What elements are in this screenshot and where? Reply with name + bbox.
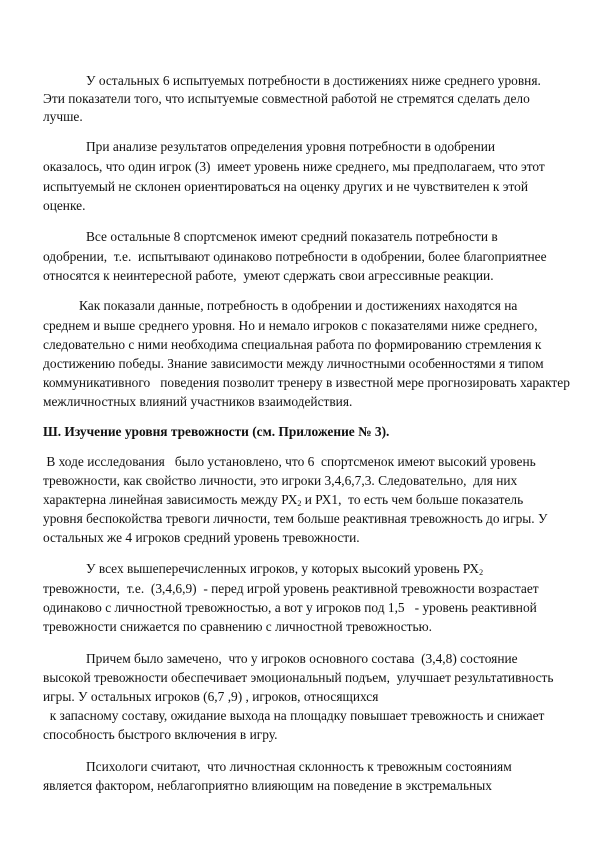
paragraph-5-line-3-start: характерна линейная зависимость между РХ (43, 492, 298, 507)
paragraph-4-line-6: межличностных влияний участников взаимодействия. (43, 394, 353, 409)
paragraph-7-line-1: Причем было замечено, что у игроков основного состава (3,4,8) состояние (86, 651, 518, 666)
paragraph-7-line-2: высокой тревожности обеспечивает эмоциональный подъем, улучшает результативность (43, 670, 554, 685)
paragraph-1-line-2: Эти показатели того, что испытуемые совместной работой не стремятся сделать дело (43, 91, 530, 106)
paragraph-6-line-1-text: У всех вышеперечисленных игроков, у которых высокий уровень РХ (86, 561, 480, 576)
paragraph-7-line-3: игры. У остальных игроков (6,7 ,9) , игроков, относящихся (43, 689, 379, 704)
paragraph-2-line-2: оказалось, что один игрок (3) имеет уровень ниже среднего, мы предполагаем, что этот (43, 159, 545, 174)
paragraph-2-line-1: При анализе результатов определения уровня потребности в одобрении (86, 139, 496, 154)
paragraph-2-line-3: испытуемый не склонен ориентироваться на оценку других и не чувствителен к этой (43, 179, 529, 194)
paragraph-3-line-2: одобрении, т.е. испытывают одинаково потребности в одобрении, более благоприятнее (43, 249, 547, 264)
paragraph-1-line-3: лучше. (43, 109, 83, 124)
paragraph-4-line-2: среднем и выше среднего уровня. Но и немало игроков с показателями ниже среднего, (43, 318, 538, 333)
paragraph-6-line-1-subscript: 2 (479, 568, 484, 577)
paragraph-8-line-2: является фактором, неблагоприятно влияющим на поведение в экстремальных (43, 778, 492, 793)
paragraph-5-line-3-subscript: 2 (297, 499, 302, 508)
paragraph-5-line-3 (43, 491, 523, 509)
paragraph-7-line-4: к запасному составу, ожидание выхода на площадку повышает тревожность и снижает (43, 708, 545, 723)
paragraph-5-line-3-rest: и РХ1, то есть чем больше показатель (301, 492, 524, 507)
paragraph-5-line-2: тревожности, как свойство личности, это игроки 3,4,6,7,3. Следовательно, для них (43, 473, 518, 488)
paragraph-5-line-4: уровня беспокойства тревоги личности, тем больше реактивная тревожность до игры. У (43, 511, 548, 526)
paragraph-6-line-2: тревожности, т.е. (3,4,6,9) - перед игрой уровень реактивной тревожности возрастает (43, 581, 539, 596)
paragraph-5-line-1: В ходе исследования было установлено, что 6 спортсменок имеют высокий уровень (43, 454, 536, 469)
section-heading: Ш. Изучение уровня тревожности (см. Приложение № 3). (43, 424, 390, 439)
paragraph-6-line-1 (86, 560, 483, 578)
paragraph-6-line-4: тревожности снижается по сравнению с личностной тревожностью. (43, 619, 432, 634)
paragraph-8-line-1: Психологи считают, что личностная склонность к тревожным состояниям (86, 759, 512, 774)
paragraph-6-line-3: одинаково с личностной тревожностью, а вот у игроков под 1,5 - уровень реактивной (43, 600, 537, 615)
paragraph-4-line-4: достижению победы. Знание зависимости между личностными особенностями я типом (43, 356, 544, 371)
paragraph-2-line-4: оценке. (43, 198, 86, 213)
paragraph-3-line-1: Все остальные 8 спортсменок имеют средний показатель потребности в (86, 229, 498, 244)
paragraph-4-line-5: коммуникативного поведения позволит тренеру в известной мере прогнозировать характер (43, 375, 570, 390)
paragraph-7-line-5: способность быстрого включения в игру. (43, 727, 278, 742)
paragraph-4-line-1: Как показали данные, потребность в одобрении и достижениях находятся на (79, 298, 518, 313)
paragraph-1-line-1: У остальных 6 испытуемых потребности в достижениях ниже среднего уровня. (86, 73, 541, 88)
paragraph-5-line-5: остальных же 4 игроков средний уровень тревожности. (43, 530, 360, 545)
paragraph-3-line-3: относятся к неинтересной работе, умеют сдержать свои агрессивные реакции. (43, 268, 494, 283)
paragraph-4-line-3: следовательно с ними необходима специальная работа по формированию стремления к (43, 337, 542, 352)
